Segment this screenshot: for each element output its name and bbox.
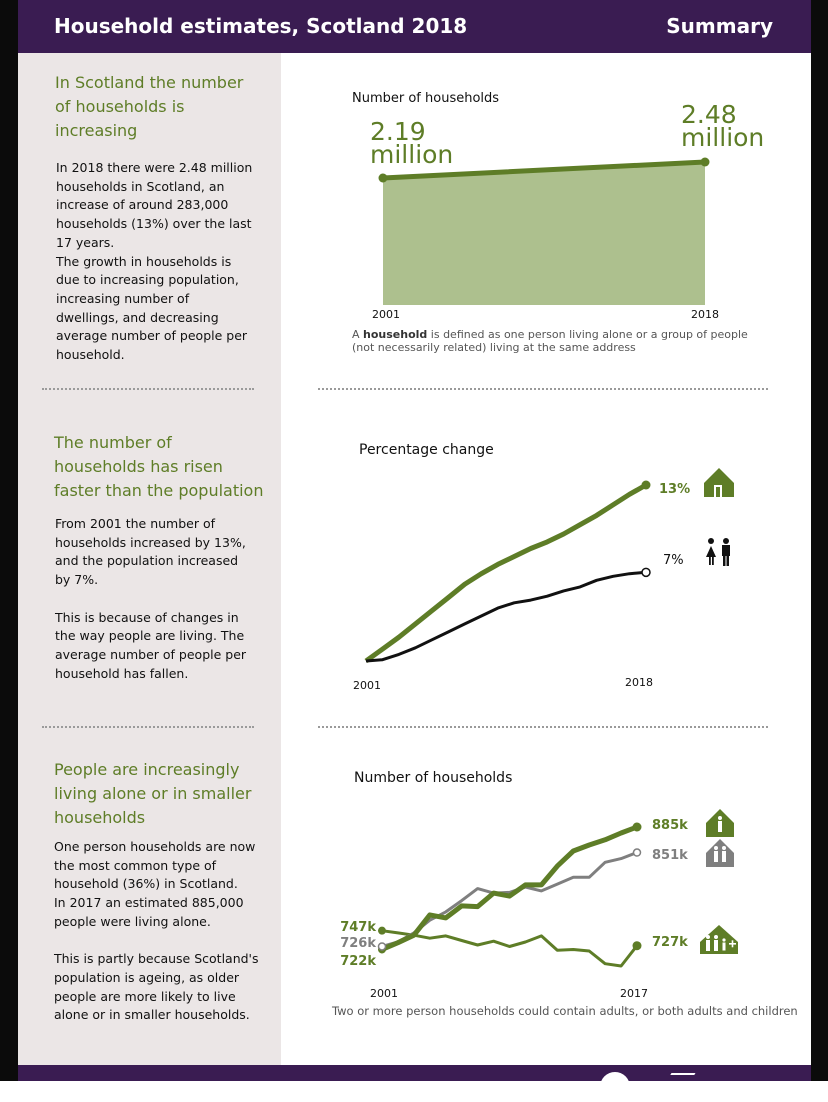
chart-1-end-value: 2.48 million xyxy=(681,100,765,152)
chart-2-tick-2001: 2001 xyxy=(353,679,381,692)
chart-2-households-label: 13% xyxy=(659,482,691,497)
chart-3-family-end xyxy=(633,941,642,950)
section-1-body: In 2018 there were 2.48 million households in Scotland, an increase of around 283,000 households (13%) over the last 17 years. The growth in households is due to increasing population, increasing number of dwellings, and decreasing average number of people per household. xyxy=(56,160,253,363)
chart-3-two-person-end xyxy=(634,849,641,856)
logo-icon xyxy=(600,1072,630,1102)
chart-3-tick-2001: 2001 xyxy=(370,987,398,1000)
chart-1-note: A household is defined as one person living alone or a group of people (not necessarily related) living at the same address xyxy=(352,328,748,354)
chart-3-one-person-label: 885k xyxy=(652,818,688,833)
chart-3-title: Number of households xyxy=(354,770,513,786)
section-3-heading: People are increasingly living alone or in smaller households xyxy=(54,760,252,827)
chart-2-population-label: 7% xyxy=(663,553,684,568)
chart-3-two-person-start xyxy=(379,943,386,950)
two-person-house-icon xyxy=(706,839,734,867)
chart-3-start-label-one: 722k xyxy=(340,954,376,969)
chart-1-tick-2001: 2001 xyxy=(372,308,400,321)
chart-3-tick-2017: 2017 xyxy=(620,987,648,1000)
section-1-heading: In Scotland the number of households is increasing xyxy=(55,73,244,140)
section-2-heading: The number of households has risen faster than the population xyxy=(54,433,264,500)
chart-3-family-label: 727k xyxy=(652,935,688,950)
footer-bar xyxy=(18,1065,811,1081)
logo-mark-icon xyxy=(665,1073,696,1085)
chart-1-tick-2018: 2018 xyxy=(691,308,719,321)
summary-label: Summary xyxy=(666,14,773,38)
chart-3-note: Two or more person households could contain adults, or both adults and children xyxy=(332,1004,798,1018)
chart-3-one-person-end xyxy=(633,823,642,832)
chart-3-family-start xyxy=(378,927,386,935)
chart-3-family-line xyxy=(382,931,637,966)
chart-1-title: Number of households xyxy=(352,91,500,106)
chart-3-start-label-two: 726k xyxy=(340,936,376,951)
chart-2-title: Percentage change xyxy=(359,442,494,458)
chart-1-start-value: 2.19 million xyxy=(370,117,454,169)
chart-3-two-person-label: 851k xyxy=(652,848,688,863)
chart-2-tick-2018: 2018 xyxy=(625,676,653,689)
single-person-house-icon xyxy=(706,809,734,837)
page-title: Household estimates, Scotland 2018 xyxy=(54,14,468,38)
family-house-icon xyxy=(700,925,738,954)
section-3-body: One person households are now the most common type of household (36%) in Scotland. In 2017 an estimated 885,000 people were living alone. This is partly because Scotland's population is ageing, as older people are more likely to live alone or in smaller households. xyxy=(54,839,259,1023)
chart-3-start-label-family: 747k xyxy=(340,920,376,935)
section-2-body: From 2001 the number of households increased by 13%, and the population increased by 7%. This is because of changes in the way people are living. The average number of people per household has fallen. xyxy=(55,516,247,681)
chart-3-two-person-line xyxy=(382,853,637,947)
chart-3-one-person-line xyxy=(382,827,637,950)
